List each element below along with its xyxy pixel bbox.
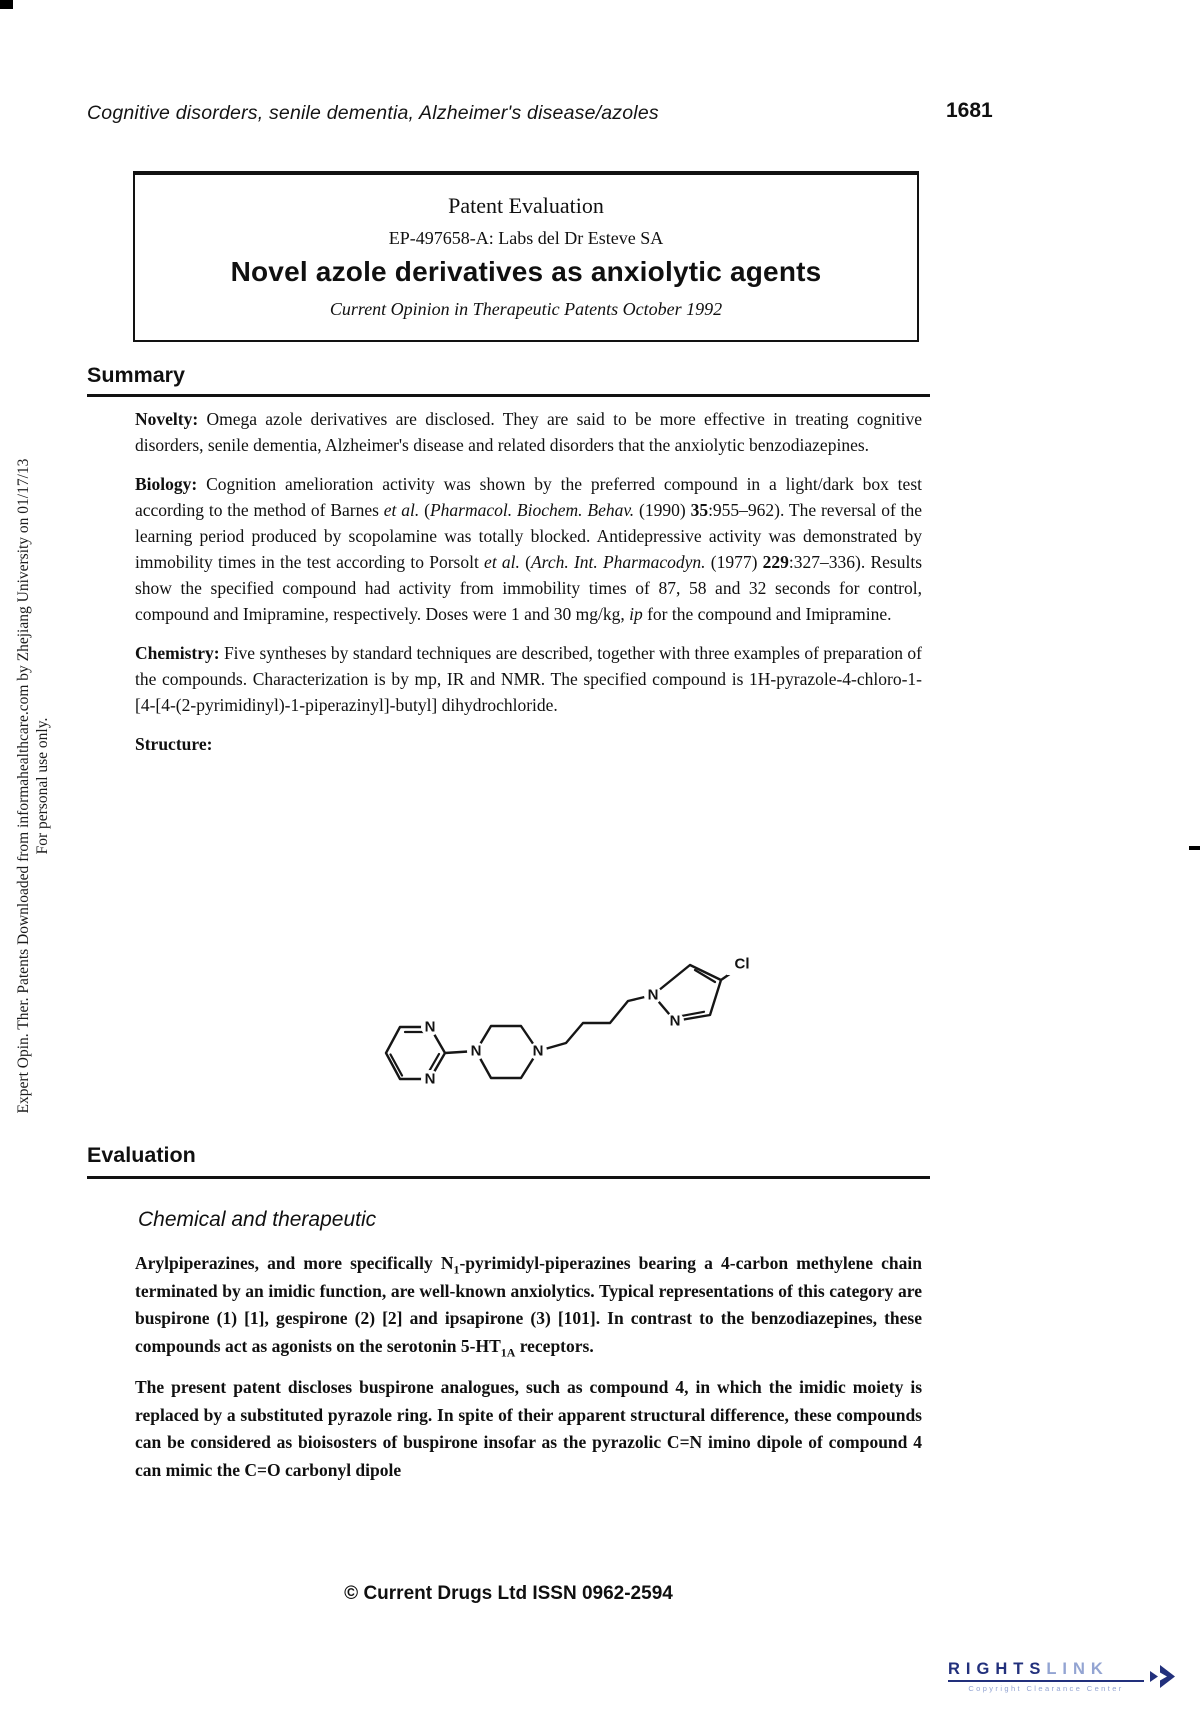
journal-issue-line: Current Opinion in Therapeutic Patents October 1992 — [329, 299, 723, 319]
chloro-label: Cl — [734, 955, 750, 973]
piperazine-n-right-label: N — [532, 1042, 544, 1060]
summary-body — [135, 406, 922, 770]
summary-heading: Summary — [87, 363, 185, 387]
evaluation-heading: Evaluation — [87, 1143, 196, 1167]
scan-artifact-edge — [1189, 846, 1200, 850]
running-title: Cognitive disorders, senile dementia, Alzheimer's disease/azoles — [87, 102, 659, 124]
evaluation-paragraph-2: The present patent discloses buspirone analogues, such as compound 4, in which the imidic moiety is replaced by a substituted pyrazole ring. In spite of their apparent structural difference, these compounds can be considered as bioisosters of buspirone insofar as the pyrazolic C=N imino dipole of compound 4 can mimic the C=O carbonyl dipole — [135, 1377, 922, 1480]
patent-evaluation-box — [133, 171, 919, 342]
patent-evaluation-kicker: Patent Evaluation — [448, 193, 604, 218]
patent-id-line: EP-497658-A: Labs del Dr Esteve SA — [388, 228, 664, 248]
rightslink-underline — [948, 1680, 1144, 1682]
download-watermark — [14, 436, 52, 1136]
rightslink-arrow-icon — [1148, 1663, 1178, 1691]
rightslink-rights-text: RIGHTS — [948, 1660, 1047, 1678]
article-title: Novel azole derivatives as anxiolytic agents — [230, 256, 822, 287]
pyrimidine-n-top-label: N — [424, 1018, 436, 1036]
piperazine-n-left-label: N — [470, 1042, 482, 1060]
novelty-paragraph: Novelty: Omega azole derivatives are disclosed. They are said to be more effective in treating cognitive disorders, senile dementia, Alzheimer's disease and related disorders that the anxiolytic benzodiazepines. — [135, 409, 922, 455]
rightslink-logo[interactable] — [948, 1660, 1192, 1693]
evaluation-subheading: Chemical and therapeutic — [138, 1208, 377, 1231]
pyrimidine-n-bottom-label: N — [424, 1070, 436, 1088]
evaluation-body — [135, 1250, 922, 1498]
summary-rule — [87, 394, 930, 397]
pyrazole-n1-label: N — [647, 986, 659, 1004]
biology-paragraph: Biology: Cognition amelioration activity was shown by the preferred compound in a light/dark box test according to the method of Barnes et al. (Pharmacol. Biochem. Behav. (1990) 35:955–962). The reversal of the learning period produced by scopolamine was totally blocked. Antidepressive activity was demonstrated by immobility times in the test according to Porsolt et al. (Arch. Int. Pharmacodyn. (1977) 229:327–336). Results show the specified compound had activity from immobility times of 87, 58 and 32 seconds for control, compound and Imipramine, respectively. Doses were 1 and 30 mg/kg, ip for the compound and Imipramine. — [135, 474, 923, 624]
scan-artifact-corner — [0, 0, 13, 9]
page-number: 1681 — [946, 99, 993, 122]
evaluation-paragraph-1: Arylpiperazines, and more specifically $N_1-pyrimidyl$-piperazines bearing a 4-carbon methylene chain terminated by an imidic function, are well-known anxiolytics. Typical representations of this category are buspirone (1) [1], gespirone (2) [2] and ipsapirone (3) [101]. In contrast to the benzodiazepines, these compounds act as agonists on the serotonin $5-HT_{1A}$ receptors. — [135, 1253, 922, 1359]
rightslink-link-text: LINK — [1046, 1660, 1109, 1678]
chemistry-paragraph: Chemistry: Five syntheses by standard techniques are described, together with three examples of preparation of the compounds. Characterization is by mp, IR and NMR. The specified compound is 1H-pyrazole-4-chloro-1-[4-[4-(2-pyrimidinyl)-1-piperazinyl]-butyl] dihydrochloride. — [135, 643, 922, 715]
rightslink-caption: Copyright Clearance Center — [968, 1684, 1124, 1693]
copyright-issn-line: © Current Drugs Ltd ISSN 0962-2594 — [344, 1583, 673, 1604]
pyrazole-n2-label: N — [669, 1012, 681, 1030]
evaluation-rule — [87, 1176, 930, 1179]
download-watermark-line2: For personal use only. — [34, 717, 51, 855]
structure-label: Structure: — [135, 734, 213, 754]
chemical-structure-figure — [358, 948, 770, 1108]
download-watermark-line1: Expert Opin. Ther. Patents Downloaded from informahealthcare.com by Zhejiang University on 01/17/13 — [15, 458, 32, 1114]
